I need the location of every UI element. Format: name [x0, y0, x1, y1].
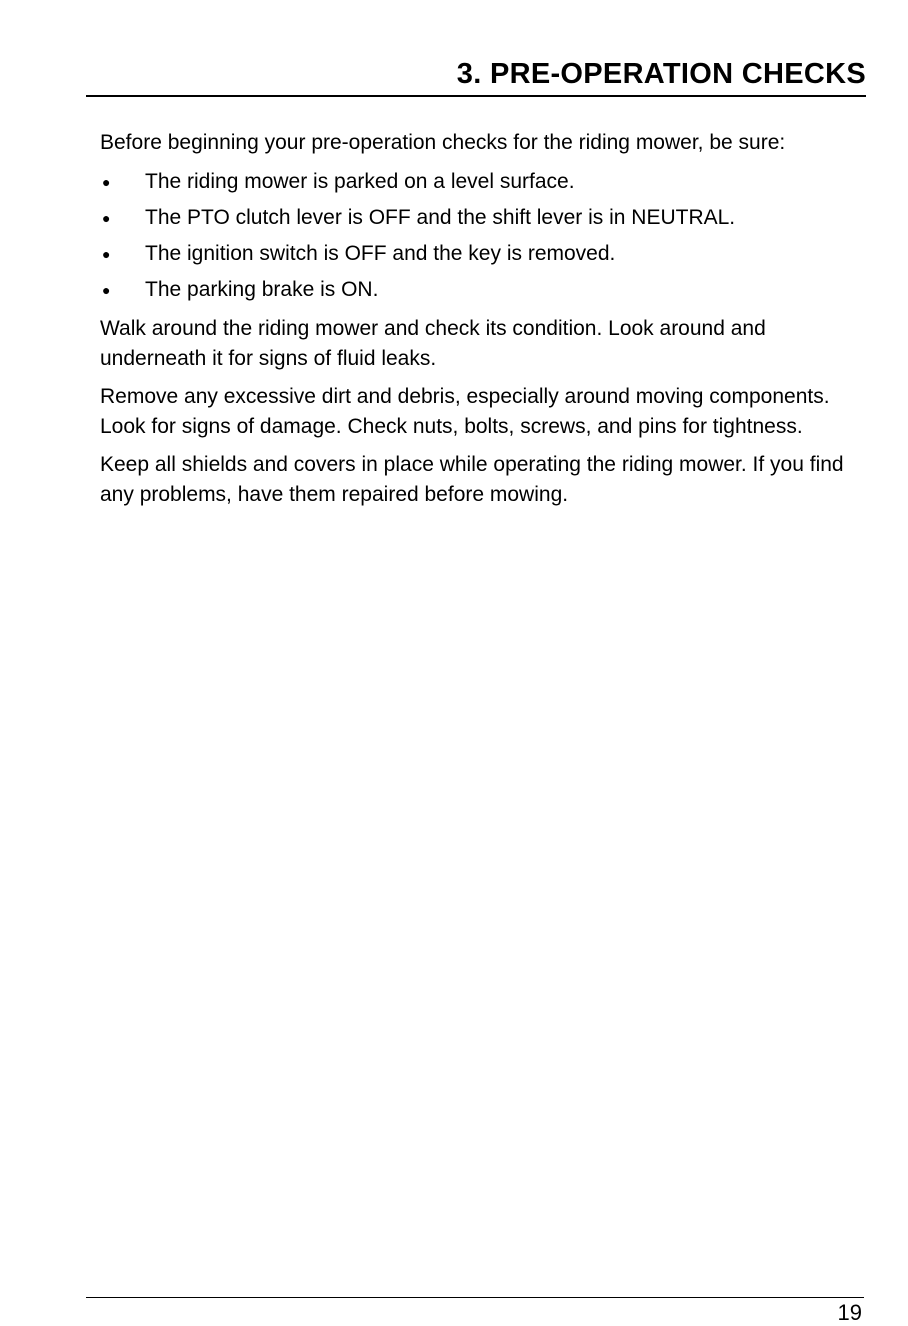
bullet-icon: ● — [102, 282, 111, 298]
bullet-icon: ● — [102, 246, 111, 262]
page-title: 3. PRE-OPERATION CHECKS — [456, 58, 866, 90]
body-paragraph: Keep all shields and covers in place while operating the riding mower. If you find any problems, have them repaired before mowing. — [100, 453, 844, 506]
list-item-text: The parking brake is ON. — [145, 278, 379, 301]
body-paragraph: Remove any excessive dirt and debris, especially around moving components. Look for signs of damage. Check nuts, bolts, screws, and pins for tightness. — [100, 385, 830, 438]
intro-paragraph: Before beginning your pre-operation checks for the riding mower, be sure: — [100, 131, 786, 154]
bullet-icon: ● — [102, 210, 111, 226]
page-number: 19 — [837, 1300, 862, 1325]
list-item — [100, 236, 870, 272]
list-item — [100, 164, 870, 200]
footer-divider — [86, 1297, 864, 1298]
list-item — [100, 200, 870, 236]
header-divider — [86, 95, 866, 97]
list-item-text: The riding mower is parked on a level surface. — [145, 170, 575, 193]
list-item-text: The ignition switch is OFF and the key is removed. — [145, 242, 616, 265]
body-paragraph: Walk around the riding mower and check its condition. Look around and underneath it for signs of fluid leaks. — [100, 317, 766, 370]
list-item-text: The PTO clutch lever is OFF and the shift lever is in NEUTRAL. — [145, 206, 736, 229]
main-content — [100, 128, 870, 510]
checklist — [100, 164, 870, 308]
bullet-icon: ● — [102, 174, 111, 190]
list-item — [100, 272, 870, 308]
